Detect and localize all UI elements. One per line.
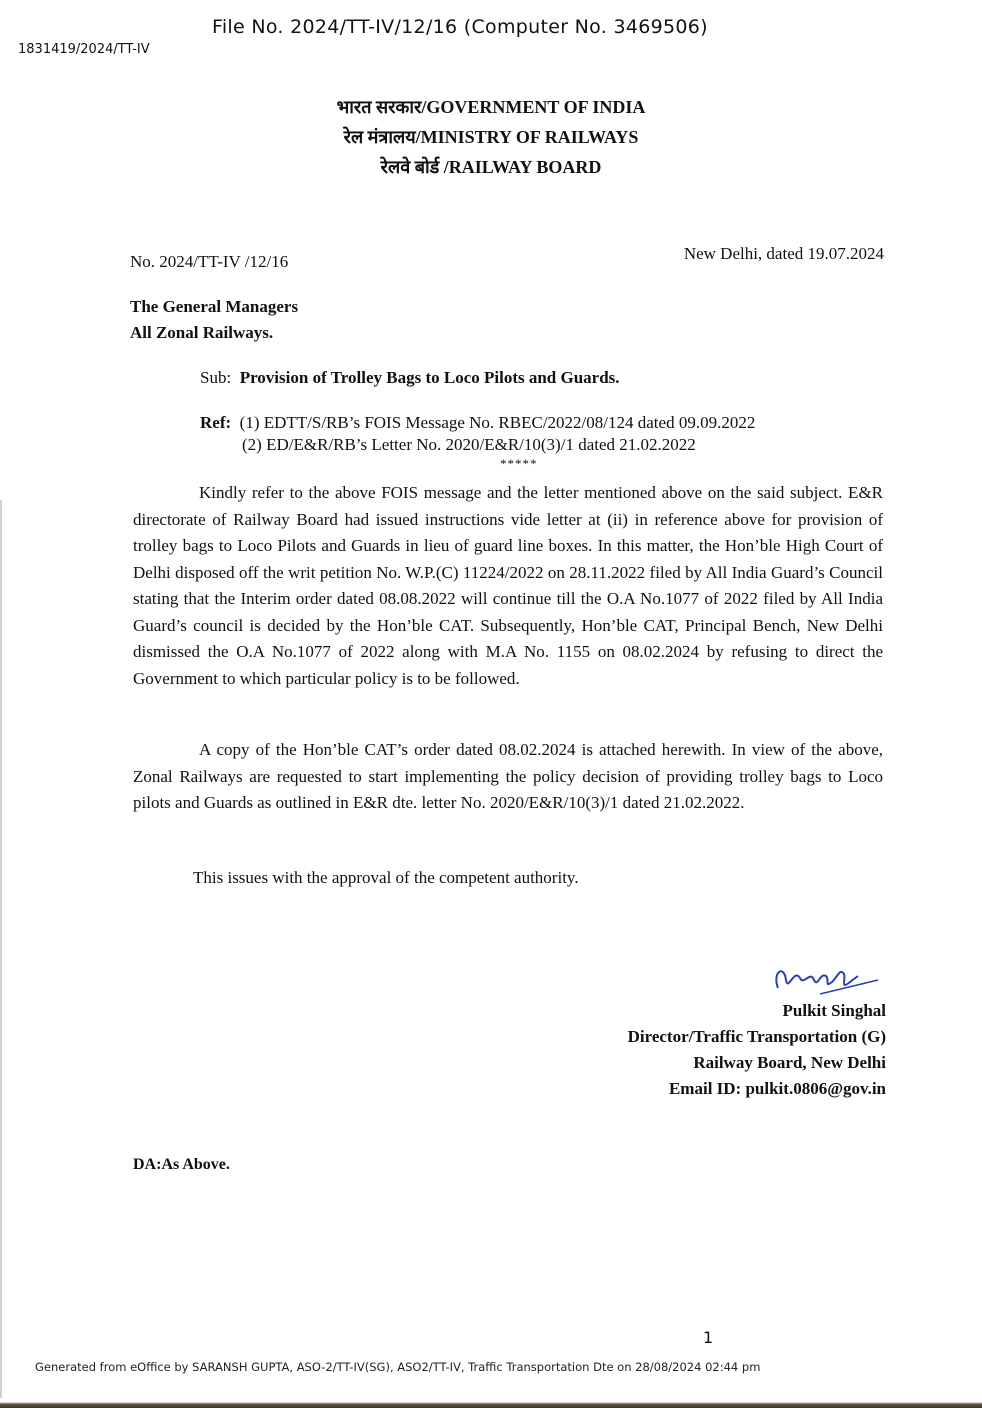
letterhead-government: भारत सरकार/GOVERNMENT OF INDIA: [336, 97, 646, 117]
addressee-line: The General Managers: [130, 297, 299, 316]
reference-item: (1) EDTT/S/RB’s FOIS Message No. RBEC/2022/08/124 dated 09.09.2022: [239, 413, 756, 432]
file-number-stamp: File No. 2024/TT-IV/12/16 (Computer No. 3469506): [212, 16, 708, 38]
subject-line: [200, 368, 620, 388]
enclosure-note: DA:As Above.: [133, 1156, 230, 1173]
ref-label: Ref:: [200, 413, 232, 432]
letterhead-ministry: रेल मंत्रालय/MINISTRY OF RAILWAYS: [343, 127, 639, 147]
letter-date: New Delhi, dated 19.07.2024: [683, 244, 884, 263]
signatory-name: Pulkit Singhal: [782, 1001, 886, 1020]
signature-block: [628, 998, 886, 1102]
letter-number: No. 2024/TT-IV /12/16: [130, 252, 289, 271]
body-paragraph-3: This issues with the approval of the competent authority.: [193, 868, 579, 887]
addressee-line: All Zonal Railways.: [130, 323, 274, 342]
generated-footer: Generated from eOffice by SARANSH GUPTA, ASO-2/TT-IV(SG), ASO2/TT-IV, Traffic Transportation Dte on 28/08/2024 02:44 pm: [35, 1360, 761, 1374]
signatory-designation: Director/Traffic Transportation (G): [627, 1027, 886, 1046]
page-number: 1: [703, 1328, 714, 1347]
scan-edge-left: [0, 500, 2, 1400]
paragraph-text: Kindly refer to the above FOIS message and the letter mentioned above on the said subject. E&R directorate of Railway Board had issued instructions vide letter at (ii) in reference above for provision of trolley bags to Loco Pilots and Guards in lieu of guard line boxes. In this matter, the Hon’ble High Court of Delhi disposed off the writ petition No. W.P.(C) 11224/2022 on 28.11.2022 filed by All India Guard’s Council stating that the Interim order dated 08.08.2022 will continue till the O.A No.1077 of 2022 filed by All India Guard’s council is decided by the Hon’ble CAT. Subsequently, Hon’ble CAT, Principal Bench, New Delhi dismissed the O.A No.1077 of 2022 along with M.A No. 1155 on 08.02.2024 by refusing to direct the Government to which particular policy is to be followed.: [133, 483, 883, 688]
paragraph-text: A copy of the Hon’ble CAT’s order dated 08.02.2024 is attached herewith. In view of the above, Zonal Railways are requested to start implementing the policy decision of providing trolley bags to Loco pilots and Guards as outlined in E&R dte. letter No. 2020/E&R/10(3)/1 dated 21.02.2022.: [133, 740, 883, 812]
subject-label: Sub:: [200, 368, 232, 387]
separator: *****: [500, 456, 538, 471]
signatory-email: Email ID: pulkit.0806@gov.in: [668, 1079, 886, 1098]
letterhead: [0, 92, 982, 182]
addressee: [130, 294, 298, 346]
body-paragraph-1: [133, 480, 883, 692]
references: [200, 412, 755, 456]
letterhead-board: रेलवे बोर्ड /RAILWAY BOARD: [380, 157, 602, 177]
diary-number: 1831419/2024/TT-IV: [18, 42, 150, 57]
scan-edge-bottom: [0, 1398, 982, 1408]
subject-text: Provision of Trolley Bags to Loco Pilots and Guards.: [239, 368, 620, 387]
signatory-office: Railway Board, New Delhi: [693, 1053, 886, 1072]
reference-item: (2) ED/E&R/RB’s Letter No. 2020/E&R/10(3)/1 dated 21.02.2022: [242, 435, 696, 454]
body-paragraph-2: [133, 737, 883, 817]
